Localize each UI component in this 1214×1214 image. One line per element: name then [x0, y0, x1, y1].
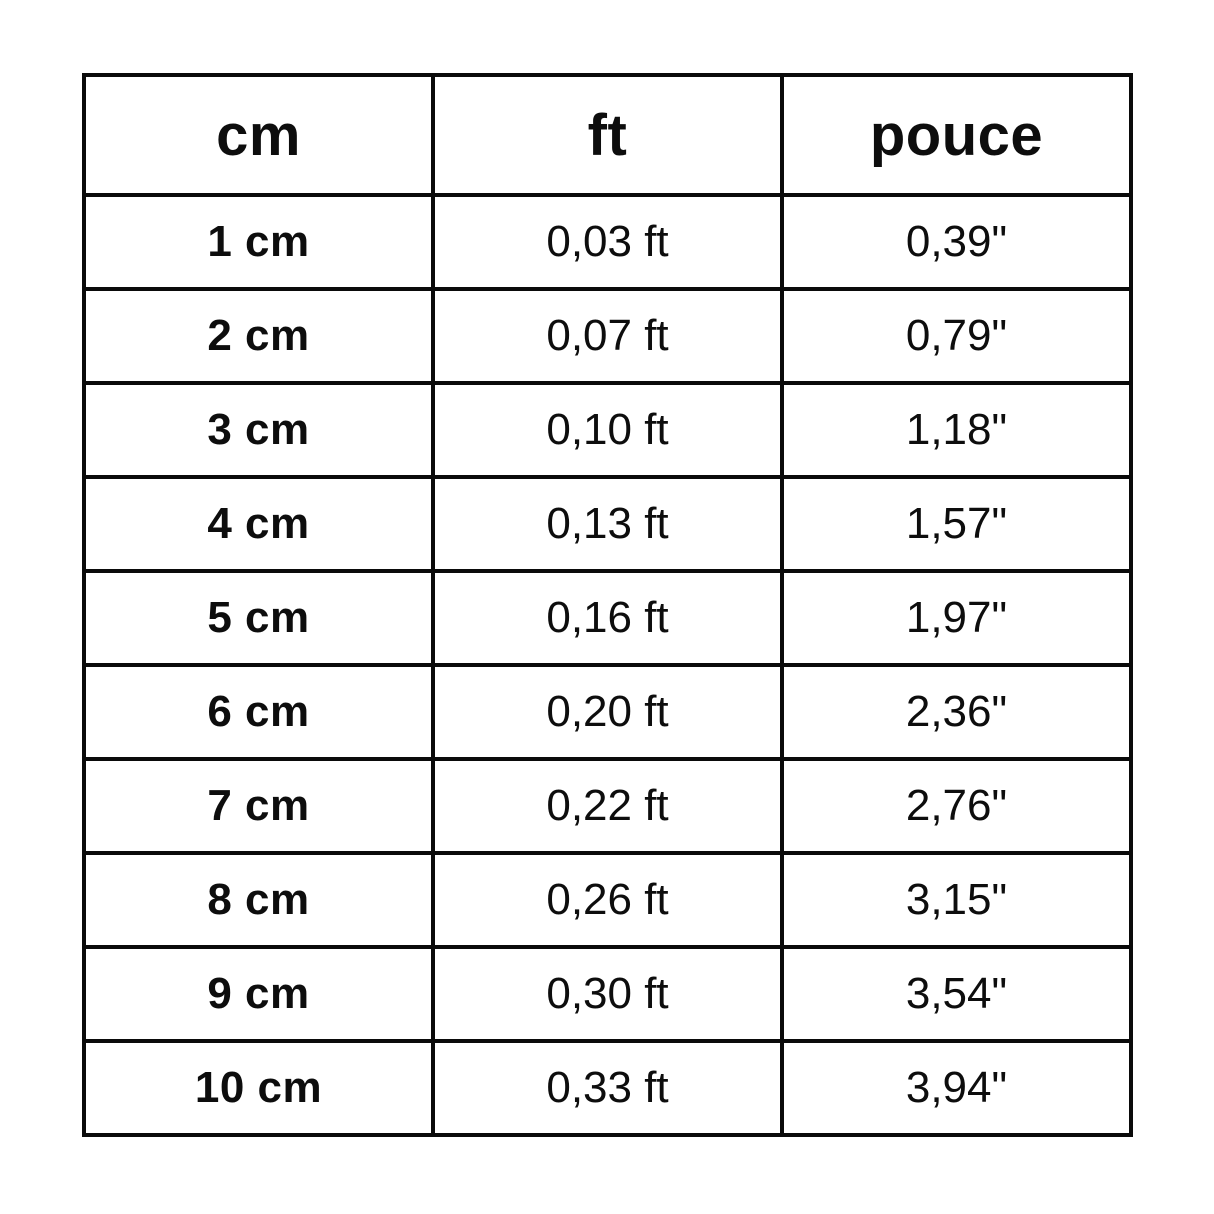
cell-pouce: 3,54"	[782, 947, 1131, 1041]
cell-pouce: 3,94"	[782, 1041, 1131, 1135]
cell-ft: 0,26 ft	[433, 853, 782, 947]
cell-ft: 0,33 ft	[433, 1041, 782, 1135]
cell-pouce: 2,36"	[782, 665, 1131, 759]
table-row	[84, 477, 1131, 571]
cell-cm: 5 cm	[84, 571, 433, 665]
table-row	[84, 571, 1131, 665]
header-row	[84, 75, 1131, 195]
header-cell-pouce: pouce	[782, 75, 1131, 195]
table-row	[84, 1041, 1131, 1135]
conversion-table	[82, 73, 1133, 1137]
table-row	[84, 289, 1131, 383]
table-row	[84, 759, 1131, 853]
header-cell-ft: ft	[433, 75, 782, 195]
cell-cm: 10 cm	[84, 1041, 433, 1135]
table-row	[84, 665, 1131, 759]
cell-ft: 0,13 ft	[433, 477, 782, 571]
table-header	[84, 75, 1131, 195]
cell-pouce: 1,97"	[782, 571, 1131, 665]
cell-ft: 0,07 ft	[433, 289, 782, 383]
cell-ft: 0,03 ft	[433, 195, 782, 289]
cell-pouce: 0,39"	[782, 195, 1131, 289]
header-cell-cm: cm	[84, 75, 433, 195]
cell-cm: 8 cm	[84, 853, 433, 947]
cell-cm: 6 cm	[84, 665, 433, 759]
table-body	[84, 195, 1131, 1135]
table-row	[84, 947, 1131, 1041]
cell-ft: 0,30 ft	[433, 947, 782, 1041]
cell-cm: 1 cm	[84, 195, 433, 289]
table-row	[84, 383, 1131, 477]
cell-pouce: 1,57"	[782, 477, 1131, 571]
cell-ft: 0,16 ft	[433, 571, 782, 665]
table-row	[84, 853, 1131, 947]
cell-cm: 2 cm	[84, 289, 433, 383]
cell-cm: 4 cm	[84, 477, 433, 571]
table-row	[84, 195, 1131, 289]
cell-pouce: 1,18"	[782, 383, 1131, 477]
cell-ft: 0,10 ft	[433, 383, 782, 477]
cell-pouce: 0,79"	[782, 289, 1131, 383]
cell-cm: 7 cm	[84, 759, 433, 853]
cell-pouce: 3,15"	[782, 853, 1131, 947]
cell-cm: 9 cm	[84, 947, 433, 1041]
cell-ft: 0,20 ft	[433, 665, 782, 759]
cell-cm: 3 cm	[84, 383, 433, 477]
cell-pouce: 2,76"	[782, 759, 1131, 853]
cell-ft: 0,22 ft	[433, 759, 782, 853]
